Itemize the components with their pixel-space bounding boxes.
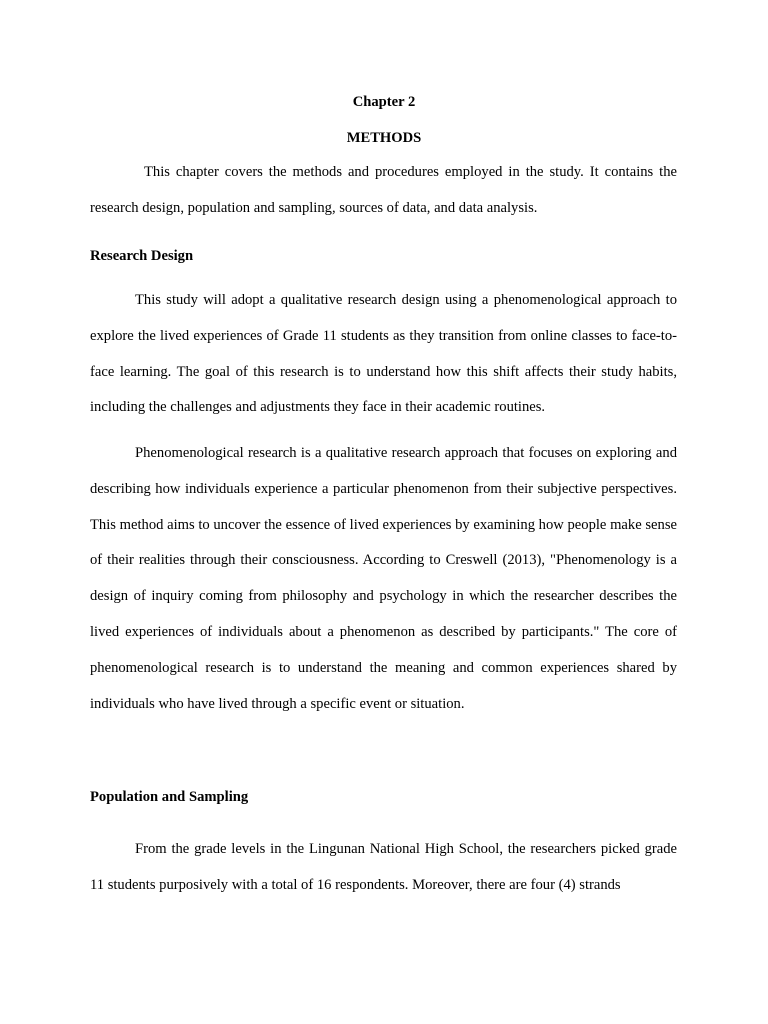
research-design-paragraph-2: Phenomenological research is a qualitative research approach that focuses on exploring and describing how individuals experience a particular phenomenon from their subjective perspectives. This method aims to uncover the essence of lived experiences by examining how people make sense of their realities through their consciousness. According to Creswell (2013), "Phenomenology is a design of inquiry coming from philosophy and psychology in which the researcher describes the lived experiences of individuals about a phenomenon as described by participants." The core of phenomenological research is to understand the meaning and common experiences shared by individuals who have lived through a specific event or situation. [90, 445, 677, 712]
intro-paragraph: This chapter covers the methods and procedures employed in the study. It contains the research design, population and sampling, sources of data, and data analysis. [90, 164, 677, 216]
section-heading-population-sampling: Population and Sampling [90, 789, 249, 805]
chapter-title: METHODS [346, 130, 422, 146]
chapter-label: Chapter 2 [352, 94, 416, 110]
section-heading-research-design: Research Design [90, 248, 194, 264]
research-design-paragraph-1: This study will adopt a qualitative research design using a phenomenological approach to explore the lived experiences of Grade 11 students as they transition from online classes to face-to-face learning. The goal of this research is to understand how this shift affects their study habits, including the challenges and adjustments they face in their academic routines. [90, 292, 677, 416]
population-sampling-paragraph-1: From the grade levels in the Lingunan National High School, the researchers picked grade 11 students purposively with a total of 16 respondents. Moreover, there are four (4) strands [90, 841, 677, 893]
